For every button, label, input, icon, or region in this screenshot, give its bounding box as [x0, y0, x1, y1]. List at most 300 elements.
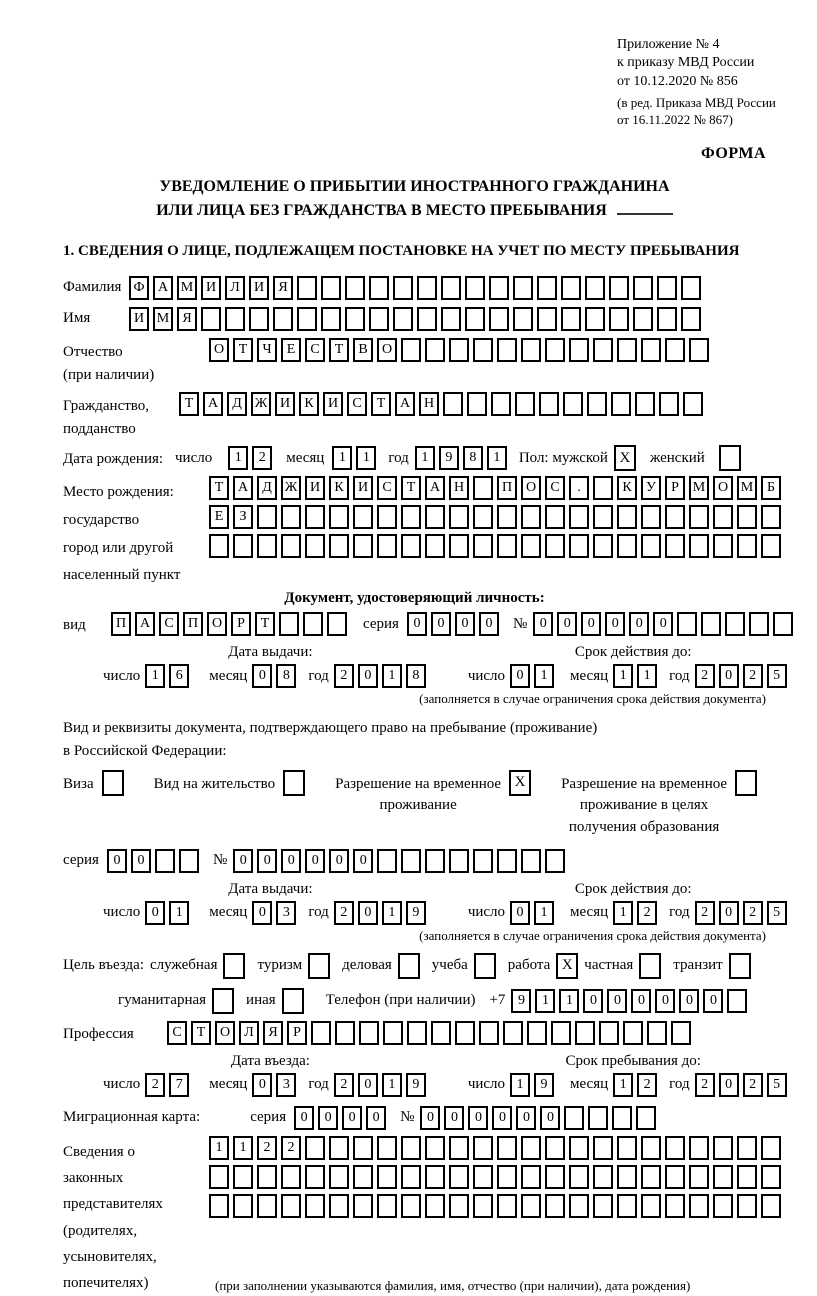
char-cell[interactable]: П [183, 612, 203, 636]
char-cell[interactable] [401, 505, 421, 529]
char-cell[interactable] [425, 1194, 445, 1218]
char-cell[interactable] [545, 849, 565, 873]
char-cell[interactable]: Т [179, 392, 199, 416]
char-cell[interactable] [773, 612, 793, 636]
char-cell[interactable]: Ж [281, 476, 301, 500]
char-cell[interactable] [281, 1194, 301, 1218]
char-cell[interactable]: 5 [767, 1073, 787, 1097]
char-cell[interactable] [521, 1165, 541, 1189]
char-cell[interactable] [587, 392, 607, 416]
char-cell[interactable] [455, 1021, 475, 1045]
char-cell[interactable] [329, 534, 349, 558]
char-cell[interactable] [569, 1194, 589, 1218]
char-cell[interactable] [665, 1136, 685, 1160]
char-cell[interactable]: 1 [613, 901, 633, 925]
char-cell[interactable]: О [713, 476, 733, 500]
char-cell[interactable]: 0 [653, 612, 673, 636]
char-cell[interactable]: С [545, 476, 565, 500]
char-cell[interactable] [279, 612, 299, 636]
sex-male-checkbox[interactable]: X [614, 445, 636, 471]
edu-permit-checkbox[interactable] [735, 770, 757, 796]
char-cell[interactable] [689, 1194, 709, 1218]
char-cell[interactable] [683, 392, 703, 416]
char-cell[interactable] [441, 276, 461, 300]
char-cell[interactable]: 1 [613, 664, 633, 688]
char-cell[interactable]: 2 [695, 901, 715, 925]
char-cell[interactable] [179, 849, 199, 873]
char-cell[interactable]: 0 [358, 664, 378, 688]
char-cell[interactable] [609, 276, 629, 300]
char-cell[interactable] [521, 1194, 541, 1218]
char-cell[interactable] [257, 1165, 277, 1189]
char-cell[interactable]: 0 [281, 849, 301, 873]
char-cell[interactable]: 1 [145, 664, 165, 688]
char-cell[interactable]: А [203, 392, 223, 416]
char-cell[interactable] [617, 338, 637, 362]
char-cell[interactable] [545, 338, 565, 362]
char-cell[interactable]: 2 [695, 1073, 715, 1097]
char-cell[interactable]: С [305, 338, 325, 362]
char-cell[interactable] [297, 276, 317, 300]
char-cell[interactable]: 0 [252, 1073, 272, 1097]
char-cell[interactable] [635, 392, 655, 416]
purpose-humanitarian-checkbox[interactable] [212, 988, 234, 1014]
purpose-study-checkbox[interactable] [474, 953, 496, 979]
char-cell[interactable]: Н [449, 476, 469, 500]
char-cell[interactable] [321, 307, 341, 331]
char-cell[interactable]: 0 [358, 1073, 378, 1097]
char-cell[interactable] [569, 505, 589, 529]
char-cell[interactable]: 7 [169, 1073, 189, 1097]
char-cell[interactable] [689, 1136, 709, 1160]
char-cell[interactable]: К [329, 476, 349, 500]
char-cell[interactable] [545, 1194, 565, 1218]
char-cell[interactable]: Ж [251, 392, 271, 416]
char-cell[interactable] [641, 338, 661, 362]
char-cell[interactable]: 0 [353, 849, 373, 873]
char-cell[interactable]: Л [239, 1021, 259, 1045]
char-cell[interactable] [401, 338, 421, 362]
char-cell[interactable] [737, 505, 757, 529]
char-cell[interactable]: Л [225, 276, 245, 300]
char-cell[interactable]: Е [281, 338, 301, 362]
char-cell[interactable] [383, 1021, 403, 1045]
char-cell[interactable]: 9 [439, 446, 459, 470]
char-cell[interactable]: 8 [463, 446, 483, 470]
char-cell[interactable] [545, 505, 565, 529]
char-cell[interactable]: 0 [581, 612, 601, 636]
char-cell[interactable] [609, 307, 629, 331]
char-cell[interactable] [155, 849, 175, 873]
char-cell[interactable] [281, 505, 301, 529]
char-cell[interactable] [497, 1165, 517, 1189]
char-cell[interactable] [359, 1021, 379, 1045]
char-cell[interactable] [449, 1165, 469, 1189]
char-cell[interactable] [593, 476, 613, 500]
char-cell[interactable]: 0 [492, 1106, 512, 1130]
char-cell[interactable]: 2 [257, 1136, 277, 1160]
char-cell[interactable]: 9 [406, 901, 426, 925]
char-cell[interactable]: 9 [511, 989, 531, 1013]
char-cell[interactable]: Т [209, 476, 229, 500]
char-cell[interactable]: 9 [534, 1073, 554, 1097]
char-cell[interactable] [225, 307, 245, 331]
char-cell[interactable] [713, 1165, 733, 1189]
char-cell[interactable]: М [689, 476, 709, 500]
char-cell[interactable] [727, 989, 747, 1013]
char-cell[interactable]: 0 [719, 901, 739, 925]
purpose-official-checkbox[interactable] [223, 953, 245, 979]
char-cell[interactable]: 0 [605, 612, 625, 636]
char-cell[interactable]: 3 [276, 1073, 296, 1097]
char-cell[interactable] [233, 1194, 253, 1218]
char-cell[interactable] [465, 276, 485, 300]
char-cell[interactable]: 0 [318, 1106, 338, 1130]
char-cell[interactable]: И [323, 392, 343, 416]
char-cell[interactable] [393, 276, 413, 300]
purpose-tourism-checkbox[interactable] [308, 953, 330, 979]
char-cell[interactable]: Б [761, 476, 781, 500]
char-cell[interactable] [393, 307, 413, 331]
char-cell[interactable]: 5 [767, 901, 787, 925]
char-cell[interactable]: 8 [276, 664, 296, 688]
char-cell[interactable] [449, 338, 469, 362]
char-cell[interactable] [449, 1136, 469, 1160]
char-cell[interactable] [335, 1021, 355, 1045]
char-cell[interactable] [713, 1194, 733, 1218]
char-cell[interactable]: И [129, 307, 149, 331]
char-cell[interactable]: Ф [129, 276, 149, 300]
char-cell[interactable] [473, 1194, 493, 1218]
char-cell[interactable] [585, 307, 605, 331]
char-cell[interactable] [377, 505, 397, 529]
char-cell[interactable]: 0 [145, 901, 165, 925]
char-cell[interactable] [401, 1165, 421, 1189]
char-cell[interactable]: 0 [420, 1106, 440, 1130]
char-cell[interactable] [665, 505, 685, 529]
char-cell[interactable]: 0 [510, 901, 530, 925]
char-cell[interactable] [689, 534, 709, 558]
char-cell[interactable] [425, 1136, 445, 1160]
char-cell[interactable] [545, 1165, 565, 1189]
char-cell[interactable] [489, 307, 509, 331]
char-cell[interactable] [665, 1165, 685, 1189]
char-cell[interactable] [257, 1194, 277, 1218]
char-cell[interactable]: 0 [366, 1106, 386, 1130]
char-cell[interactable]: 1 [535, 989, 555, 1013]
char-cell[interactable] [329, 505, 349, 529]
char-cell[interactable] [209, 534, 229, 558]
char-cell[interactable]: 0 [107, 849, 127, 873]
char-cell[interactable]: И [249, 276, 269, 300]
char-cell[interactable] [737, 534, 757, 558]
char-cell[interactable]: А [135, 612, 155, 636]
char-cell[interactable] [425, 534, 445, 558]
char-cell[interactable] [377, 1194, 397, 1218]
char-cell[interactable]: 0 [342, 1106, 362, 1130]
char-cell[interactable] [401, 534, 421, 558]
char-cell[interactable] [713, 1136, 733, 1160]
char-cell[interactable] [233, 534, 253, 558]
char-cell[interactable] [417, 276, 437, 300]
char-cell[interactable]: 8 [406, 664, 426, 688]
char-cell[interactable] [713, 505, 733, 529]
char-cell[interactable]: 0 [516, 1106, 536, 1130]
char-cell[interactable] [569, 1136, 589, 1160]
char-cell[interactable] [377, 1165, 397, 1189]
char-cell[interactable]: 0 [719, 664, 739, 688]
char-cell[interactable] [305, 1136, 325, 1160]
char-cell[interactable] [497, 505, 517, 529]
char-cell[interactable] [569, 534, 589, 558]
char-cell[interactable] [633, 307, 653, 331]
char-cell[interactable]: 5 [767, 664, 787, 688]
char-cell[interactable]: А [153, 276, 173, 300]
char-cell[interactable]: 0 [468, 1106, 488, 1130]
char-cell[interactable] [641, 505, 661, 529]
char-cell[interactable] [303, 612, 323, 636]
char-cell[interactable]: 0 [252, 901, 272, 925]
char-cell[interactable]: Д [227, 392, 247, 416]
sex-female-checkbox[interactable] [719, 445, 741, 471]
char-cell[interactable]: 0 [679, 989, 699, 1013]
char-cell[interactable]: 0 [533, 612, 553, 636]
char-cell[interactable]: 6 [169, 664, 189, 688]
char-cell[interactable]: И [275, 392, 295, 416]
char-cell[interactable]: 1 [534, 901, 554, 925]
char-cell[interactable]: И [353, 476, 373, 500]
char-cell[interactable] [209, 1194, 229, 1218]
char-cell[interactable] [281, 1165, 301, 1189]
char-cell[interactable]: Т [401, 476, 421, 500]
char-cell[interactable] [641, 1136, 661, 1160]
char-cell[interactable]: 0 [444, 1106, 464, 1130]
char-cell[interactable]: С [167, 1021, 187, 1045]
char-cell[interactable] [515, 392, 535, 416]
char-cell[interactable] [431, 1021, 451, 1045]
char-cell[interactable]: С [377, 476, 397, 500]
char-cell[interactable] [641, 1165, 661, 1189]
char-cell[interactable] [593, 338, 613, 362]
char-cell[interactable] [569, 1165, 589, 1189]
char-cell[interactable] [593, 1165, 613, 1189]
char-cell[interactable]: 9 [406, 1073, 426, 1097]
char-cell[interactable] [417, 307, 437, 331]
char-cell[interactable] [497, 534, 517, 558]
char-cell[interactable] [233, 1165, 253, 1189]
char-cell[interactable] [657, 276, 677, 300]
char-cell[interactable] [612, 1106, 632, 1130]
char-cell[interactable] [617, 1136, 637, 1160]
char-cell[interactable] [665, 534, 685, 558]
char-cell[interactable] [513, 307, 533, 331]
char-cell[interactable]: С [347, 392, 367, 416]
char-cell[interactable] [681, 307, 701, 331]
char-cell[interactable]: 2 [743, 1073, 763, 1097]
char-cell[interactable] [297, 307, 317, 331]
char-cell[interactable]: 2 [743, 664, 763, 688]
char-cell[interactable] [401, 1136, 421, 1160]
char-cell[interactable] [551, 1021, 571, 1045]
char-cell[interactable]: 0 [431, 612, 451, 636]
char-cell[interactable] [593, 1194, 613, 1218]
char-cell[interactable]: 3 [276, 901, 296, 925]
char-cell[interactable] [677, 612, 697, 636]
char-cell[interactable] [353, 1194, 373, 1218]
char-cell[interactable] [473, 534, 493, 558]
char-cell[interactable]: Р [287, 1021, 307, 1045]
char-cell[interactable] [539, 392, 559, 416]
char-cell[interactable]: 0 [631, 989, 651, 1013]
char-cell[interactable] [761, 1165, 781, 1189]
char-cell[interactable] [657, 307, 677, 331]
char-cell[interactable] [737, 1194, 757, 1218]
char-cell[interactable]: К [617, 476, 637, 500]
char-cell[interactable] [513, 276, 533, 300]
char-cell[interactable]: 2 [637, 1073, 657, 1097]
char-cell[interactable] [647, 1021, 667, 1045]
char-cell[interactable] [467, 392, 487, 416]
char-cell[interactable] [401, 849, 421, 873]
char-cell[interactable] [257, 505, 277, 529]
char-cell[interactable]: 0 [358, 901, 378, 925]
char-cell[interactable]: Р [665, 476, 685, 500]
char-cell[interactable] [321, 276, 341, 300]
purpose-transit-checkbox[interactable] [729, 953, 751, 979]
char-cell[interactable]: И [201, 276, 221, 300]
char-cell[interactable] [761, 534, 781, 558]
char-cell[interactable] [593, 534, 613, 558]
char-cell[interactable] [537, 307, 557, 331]
char-cell[interactable] [659, 392, 679, 416]
char-cell[interactable] [305, 505, 325, 529]
char-cell[interactable]: У [641, 476, 661, 500]
char-cell[interactable]: В [353, 338, 373, 362]
char-cell[interactable]: . [569, 476, 589, 500]
char-cell[interactable] [425, 505, 445, 529]
char-cell[interactable] [537, 276, 557, 300]
char-cell[interactable] [561, 307, 581, 331]
char-cell[interactable] [561, 276, 581, 300]
char-cell[interactable]: 2 [334, 901, 354, 925]
char-cell[interactable]: 0 [294, 1106, 314, 1130]
char-cell[interactable] [377, 534, 397, 558]
char-cell[interactable] [737, 1136, 757, 1160]
char-cell[interactable] [473, 476, 493, 500]
char-cell[interactable] [479, 1021, 499, 1045]
char-cell[interactable] [497, 1194, 517, 1218]
char-cell[interactable] [671, 1021, 691, 1045]
char-cell[interactable]: Т [255, 612, 275, 636]
purpose-other-checkbox[interactable] [282, 988, 304, 1014]
char-cell[interactable] [521, 534, 541, 558]
char-cell[interactable] [701, 612, 721, 636]
char-cell[interactable] [521, 849, 541, 873]
char-cell[interactable] [473, 505, 493, 529]
char-cell[interactable]: А [233, 476, 253, 500]
char-cell[interactable]: М [177, 276, 197, 300]
char-cell[interactable]: А [395, 392, 415, 416]
char-cell[interactable]: 1 [637, 664, 657, 688]
char-cell[interactable] [521, 338, 541, 362]
char-cell[interactable] [521, 1136, 541, 1160]
temp-permit-checkbox[interactable]: X [509, 770, 531, 796]
char-cell[interactable] [725, 612, 745, 636]
char-cell[interactable] [623, 1021, 643, 1045]
char-cell[interactable] [401, 1194, 421, 1218]
char-cell[interactable]: С [159, 612, 179, 636]
char-cell[interactable] [617, 505, 637, 529]
char-cell[interactable] [617, 1194, 637, 1218]
char-cell[interactable]: 0 [407, 612, 427, 636]
char-cell[interactable]: 0 [329, 849, 349, 873]
char-cell[interactable]: 1 [169, 901, 189, 925]
char-cell[interactable] [443, 392, 463, 416]
char-cell[interactable] [761, 505, 781, 529]
char-cell[interactable] [327, 612, 347, 636]
char-cell[interactable]: 1 [613, 1073, 633, 1097]
char-cell[interactable] [689, 338, 709, 362]
char-cell[interactable] [369, 307, 389, 331]
char-cell[interactable] [449, 505, 469, 529]
char-cell[interactable] [311, 1021, 331, 1045]
char-cell[interactable]: А [425, 476, 445, 500]
char-cell[interactable] [449, 534, 469, 558]
char-cell[interactable]: Т [329, 338, 349, 362]
char-cell[interactable] [345, 307, 365, 331]
char-cell[interactable] [713, 534, 733, 558]
char-cell[interactable]: 0 [252, 664, 272, 688]
char-cell[interactable] [281, 534, 301, 558]
char-cell[interactable] [249, 307, 269, 331]
char-cell[interactable] [545, 1136, 565, 1160]
char-cell[interactable] [473, 1136, 493, 1160]
char-cell[interactable] [201, 307, 221, 331]
char-cell[interactable] [305, 1194, 325, 1218]
char-cell[interactable]: 0 [233, 849, 253, 873]
char-cell[interactable] [617, 534, 637, 558]
char-cell[interactable]: 0 [607, 989, 627, 1013]
char-cell[interactable]: Е [209, 505, 229, 529]
char-cell[interactable]: 1 [382, 664, 402, 688]
char-cell[interactable]: З [233, 505, 253, 529]
char-cell[interactable] [441, 307, 461, 331]
char-cell[interactable] [209, 1165, 229, 1189]
char-cell[interactable]: Т [233, 338, 253, 362]
char-cell[interactable]: П [497, 476, 517, 500]
char-cell[interactable] [633, 276, 653, 300]
char-cell[interactable] [425, 338, 445, 362]
char-cell[interactable]: К [299, 392, 319, 416]
char-cell[interactable]: Т [371, 392, 391, 416]
char-cell[interactable] [473, 338, 493, 362]
char-cell[interactable] [545, 534, 565, 558]
char-cell[interactable]: О [207, 612, 227, 636]
char-cell[interactable]: 1 [209, 1136, 229, 1160]
char-cell[interactable] [473, 1165, 493, 1189]
char-cell[interactable] [257, 534, 277, 558]
char-cell[interactable]: 1 [382, 1073, 402, 1097]
char-cell[interactable]: Ч [257, 338, 277, 362]
char-cell[interactable] [369, 276, 389, 300]
char-cell[interactable] [593, 505, 613, 529]
char-cell[interactable] [503, 1021, 523, 1045]
char-cell[interactable] [329, 1194, 349, 1218]
char-cell[interactable] [761, 1194, 781, 1218]
char-cell[interactable]: 0 [583, 989, 603, 1013]
char-cell[interactable] [564, 1106, 584, 1130]
char-cell[interactable] [473, 849, 493, 873]
